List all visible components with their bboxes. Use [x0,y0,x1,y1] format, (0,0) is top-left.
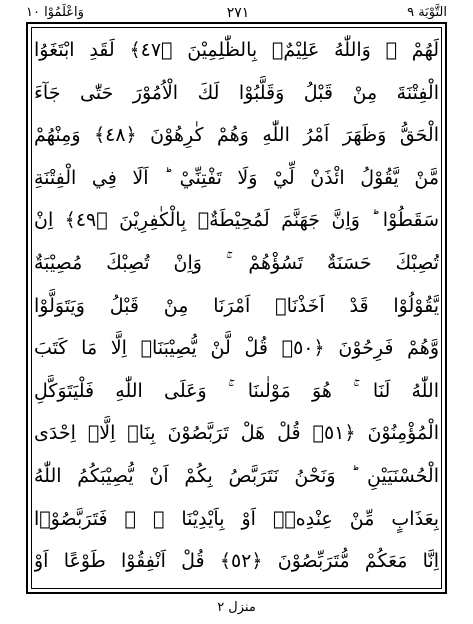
text-line: اِنَّا مَعَكُمْ مُّتَرَبِّصُوْنَ ﴿٥٢﴾ قُلْ اَنْفِقُوْا طَوْعًا اَوْ [34,550,439,573]
text-line: الْمُؤْمِنُوْنَ ﴿٥١﴾ قُلْ هَلْ تَرَبَّصُوْنَ بِنَاۤ اِلَّاۤ اِحْدَى [34,422,439,445]
juz-label: وَاعْلَمُوْا ١٠ [26,5,84,20]
page-number: ٢٧١ [226,5,250,21]
manzil-footer: منزل ٢ [217,600,256,615]
text-line: مَّنْ يَّقُوْلُ ائْذَنْ لِّيْ وَلَا تَفْتِنِّيْ ؕ اَلَا فِي الْفِتْنَةِ [34,166,439,189]
page-header [26,4,447,22]
text-line: الْحُسْنَيَيْنِ ؕ وَنَحْنُ نَتَرَبَّصُ بِكُمْ اَنْ يُّصِيْبَكُمُ اللّٰهُ [34,465,439,487]
quran-text-block [34,32,439,586]
text-line: اللّٰهُ لَنَا ۚ هُوَ مَوْلٰىنَا ۚ وَعَلَى اللّٰهِ فَلْيَتَوَكَّلِ [34,379,439,402]
text-line: وَّهُمْ فَرِحُوْنَ ﴿٥٠﴾ قُلْ لَّنْ يُّصِيْبَنَاۤ اِلَّا مَا كَتَبَ [34,337,439,360]
surah-label: التَّوْبَة ٩ [407,5,447,20]
text-line: بِعَذَابٍ مِّنْ عِنْدِهٖۤ اَوْ بِاَيْدِيْنَا ۖ ؗ فَتَرَبَّصُوْۤا [34,507,439,530]
text-line: الْفِتْنَةَ مِنْ قَبْلُ وَقَلَّبُوْا لَكَ الْاُمُوْرَ حَتّٰى جَآءَ [34,81,439,104]
text-line: الْحَقُّ وَظَهَرَ اَمْرُ اللّٰهِ وَهُمْ كٰرِهُوْنَ ﴿٤٨﴾ وَمِنْهُمْ [34,124,439,147]
text-line: لَهُمْ ۚ وَاللّٰهُ عَلِيْمٌۢ بِالظّٰلِمِيْنَ ﴿٤٧﴾ لَقَدِ ابْتَغَوُا [34,39,439,61]
text-line: يَّقُوْلُوْا قَدْ اَخَذْنَاۤ اَمْرَنَا مِنْ قَبْلُ وَيَتَوَلَّوْا [34,294,439,317]
text-line: سَقَطُوْا ؕ وَاِنَّ جَهَنَّمَ لَمُحِيْطَةٌۢ بِالْكٰفِرِيْنَ ﴿٤٩﴾ اِنْ [34,209,439,232]
text-line: تُصِبْكَ حَسَنَةٌ تَسُؤْهُمْ ۚ وَاِنْ تُصِبْكَ مُصِيْبَةٌ [34,252,439,274]
